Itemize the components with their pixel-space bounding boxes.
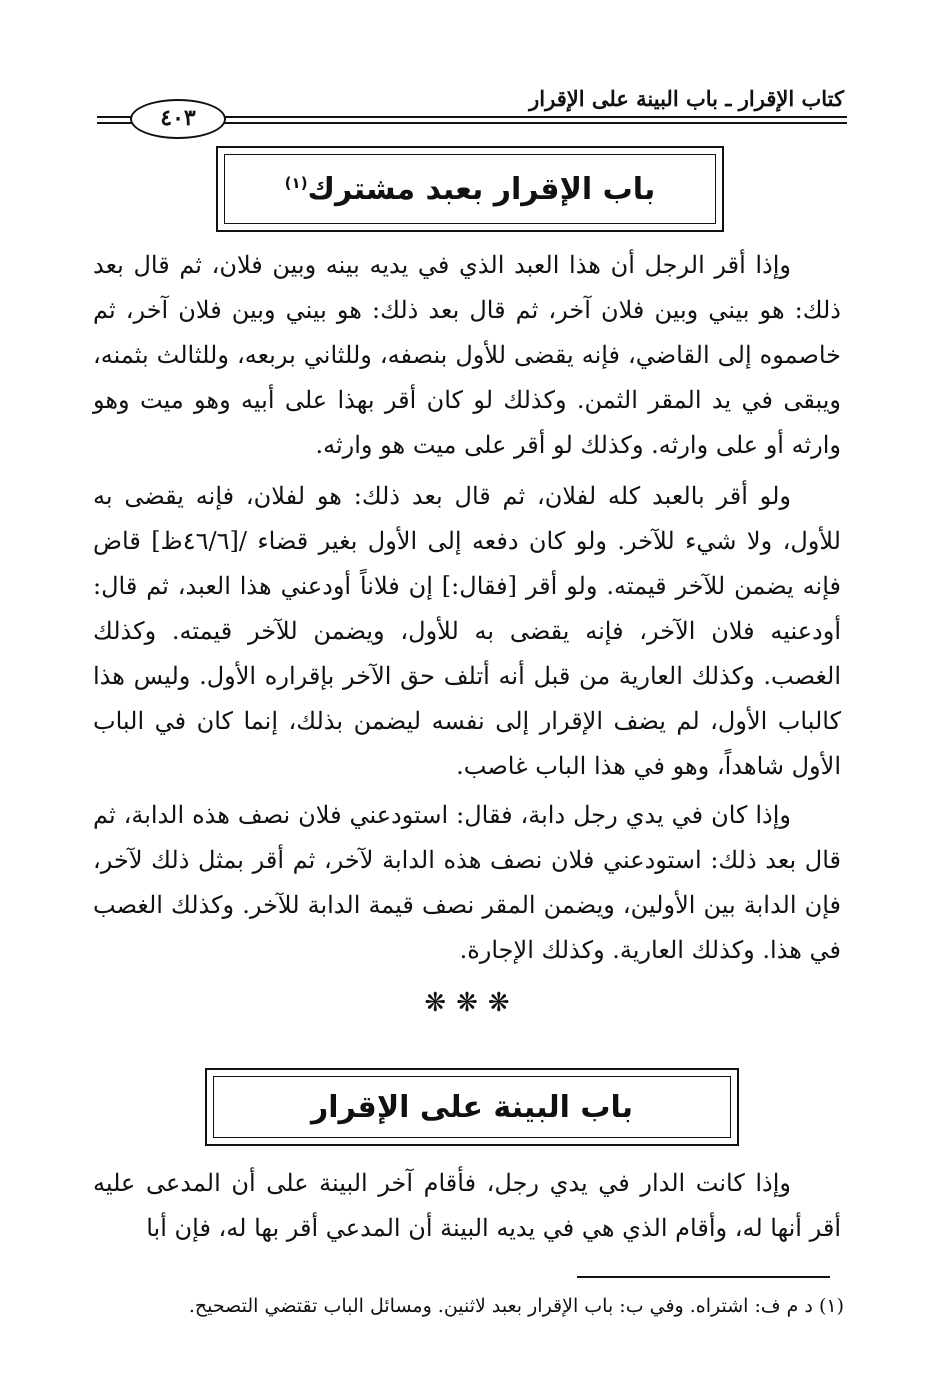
paragraph-text: ولو أقر بالعبد كله لفلان، ثم قال بعد ذلك: هو لفلان، فإنه يقضى به للأول، ولا شيء للآخر. ولو كان دفعه إلى الأول بغير قضاء /[٤٦/٦ظ] قاض فإنه يضمن للآخر قيمته. ولو أقر [فقال:] إن فلاناً أودعني هذا العبد، ثم قال: أودعنيه فلان الآخر، فإنه يقضى به للأول، ويضمن للآخر قيمته. وكذلك الغصب. وكذلك العارية من قبل أنه أتلف حق الآخر بإقراره الأول. وليس هذا كالباب الأول، لم يضف الإقرار إلى نفسه ليضمن بذلك، إنما كان في الباب الأول شاهداً، وهو في هذا الباب غاصب.: [93, 482, 841, 780]
paragraph-text: وإذا كانت الدار في يدي رجل، فأقام آخر البينة على أن المدعى عليه أقر أنها له، وأقام الذي هي في يديه البينة أن المدعي أقر بها له، فإن أبا: [93, 1169, 841, 1242]
running-header-title: كتاب الإقرار ـ باب البينة على الإقرار: [529, 86, 844, 111]
paragraph: [93, 793, 841, 973]
paragraph: [93, 1161, 841, 1251]
paragraph-text: وإذا كان في يدي رجل دابة، فقال: استودعني فلان نصف هذه الدابة، ثم قال بعد ذلك: استودعني فلان نصف هذه الدابة لآخر، ثم أقر بمثل ذلك لآخر، فإن الدابة بين الأولين، ويضمن المقر نصف قيمة الدابة للآخر. وكذلك الغصب في هذا. وكذلك العارية. وكذلك الإجارة.: [93, 801, 841, 964]
paragraph: [93, 243, 841, 468]
section-separator: ❋❋❋: [424, 988, 520, 1018]
footnote: [84, 1292, 844, 1320]
page-number: ٤٠٣: [130, 99, 226, 139]
paragraph: [93, 474, 841, 789]
footnote-text: د م ف: اشتراه. وفي ب: باب الإقرار بعبد لاثنين. ومسائل الباب تقتضي التصحيح.: [188, 1295, 813, 1317]
paragraph-text: وإذا أقر الرجل أن هذا العبد الذي في يديه بينه وبين فلان، ثم قال بعد ذلك: هو بيني وبين فلان آخر، ثم قال بعد ذلك: هو بيني وبين فلان آخر، ثم خاصموه إلى القاضي، فإنه يقضى للأول بنصفه، وللثاني بربعه، وللثالث بثمنه، ويبقى في يد المقر الثمن. وكذلك لو كان أقر بهذا على أبيه وهو ميت وهو وارثه أو على وارثه. وكذلك لو أقر على ميت هو وارثه.: [93, 251, 841, 459]
footnote-reference: (١): [284, 173, 308, 192]
section-title-box: [205, 1068, 739, 1146]
footnote-rule: [577, 1276, 830, 1278]
section-title: باب البينة على الإقرار: [310, 1089, 634, 1125]
section-title: [285, 172, 656, 207]
footnote-number: (١): [818, 1295, 844, 1317]
section-title-box: [216, 146, 724, 232]
section-title-text: باب الإقرار بعبد مشترك: [307, 171, 656, 207]
